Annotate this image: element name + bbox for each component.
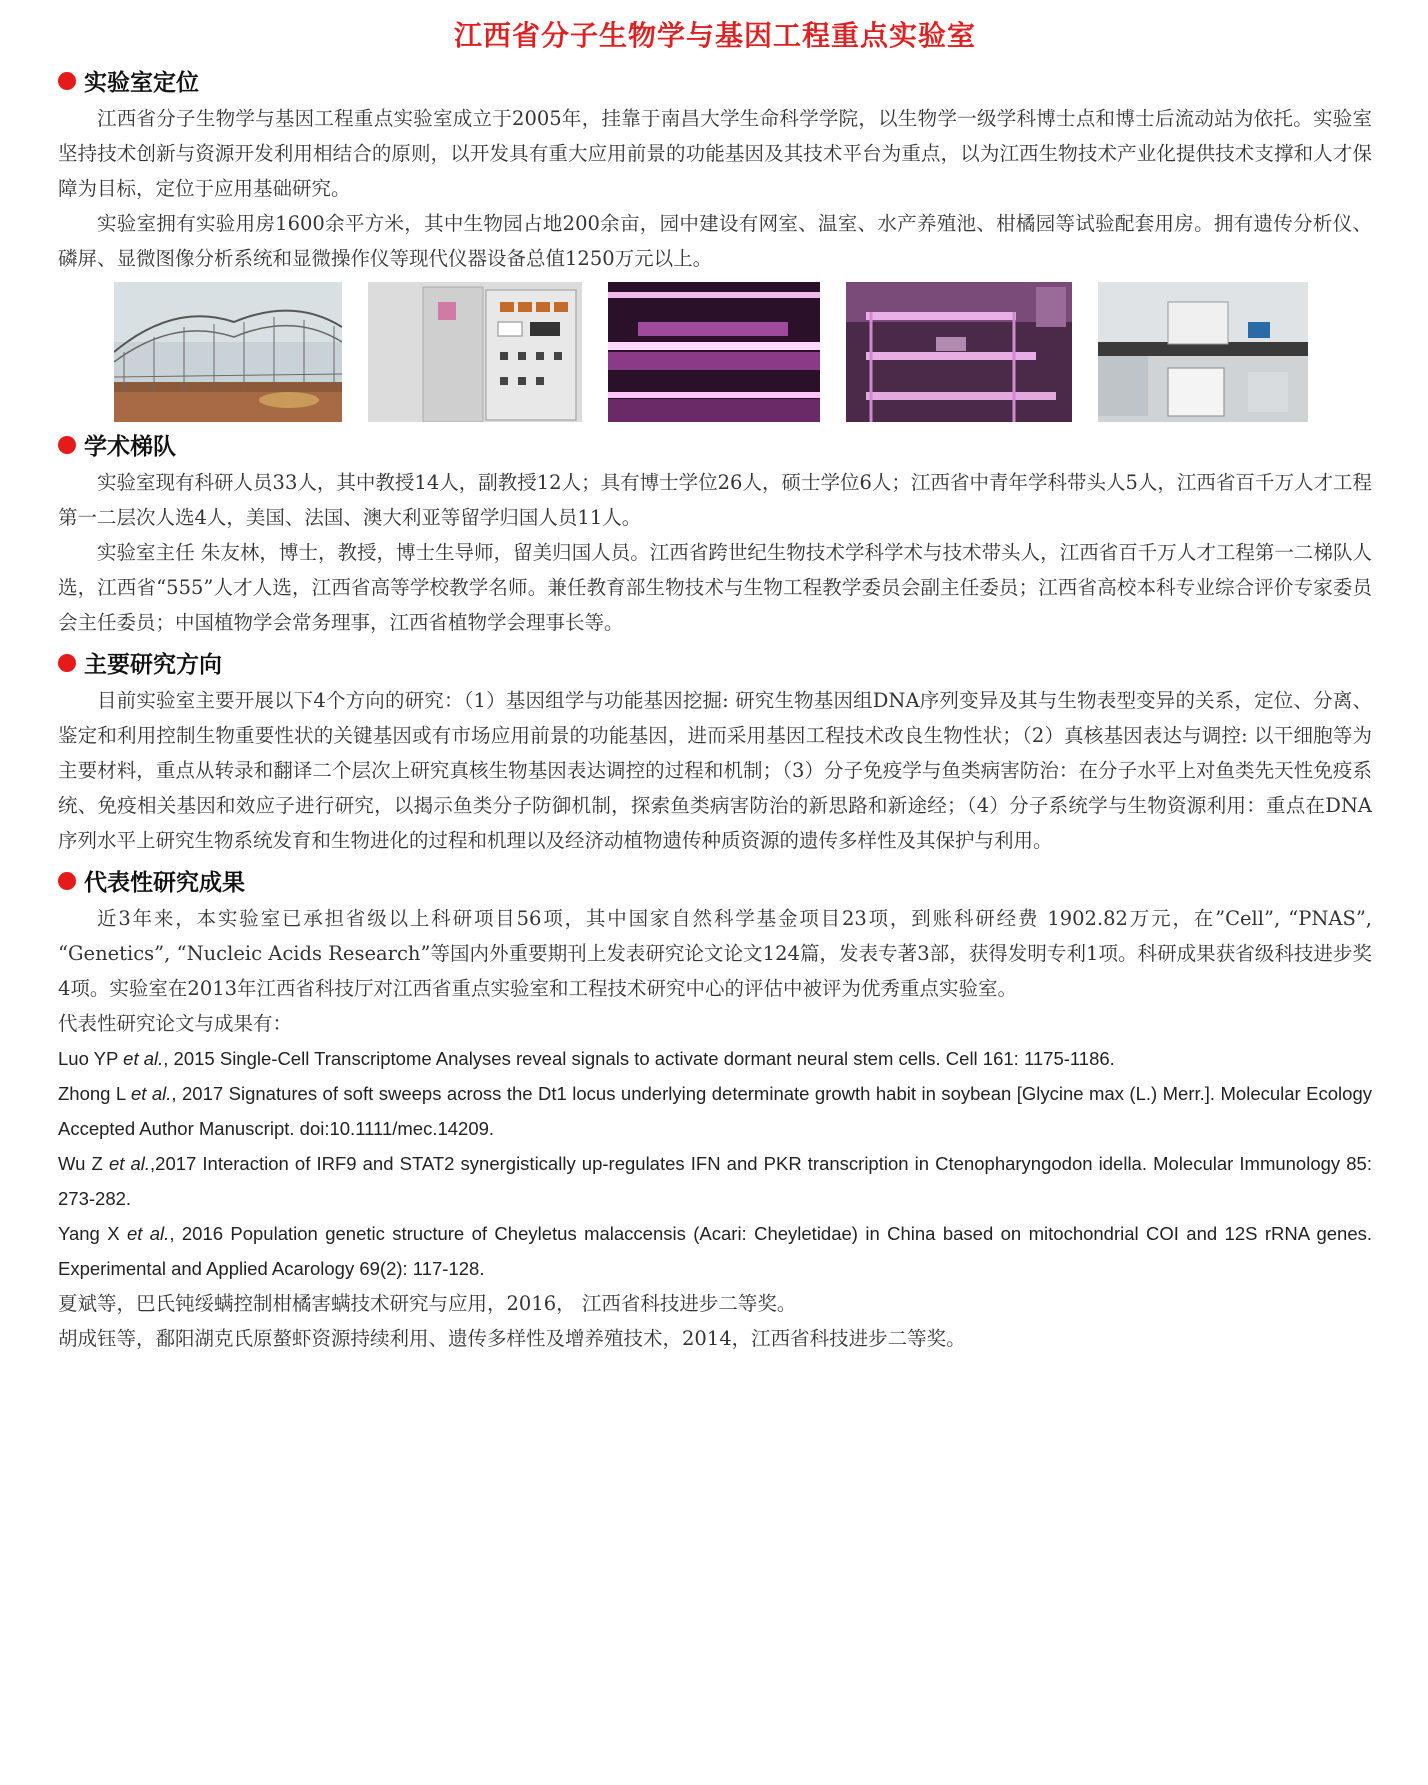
section-heading-research [58,646,1372,679]
paragraph: 近3年来，本实验室已承担省级以上科研项目56项，其中国家自然科学基金项目23项，到账科研经费 1902.82万元，在”Cell”, “PNAS”, “Genetics”, “Nucleic Acids Research”等国内外重要期刊上发表研究论文论文124篇，发表专著3部，获得发明专利1项。科研成果获省级科技进步奖4项。实验室在2013年江西省科技厅对江西省重点实验室和工程技术研究中心的评估中被评为优秀重点实验室。 [58,907,1372,1000]
reference-item: Zhong L et al., 2017 Signatures of soft sweeps across the Dt1 locus underlying determinate growth habit in soybean [Glycine max (L.) Merr.]. Molecular Ecology Accepted Author Manuscript. doi:10.1111/mec.14209. [58,1083,1372,1139]
culture-room-photo [608,282,820,422]
representative-intro: 代表性研究论文与成果有： [58,1012,293,1035]
award-item: 胡成钰等，鄱阳湖克氏原螯虾资源持续利用、遗传多样性及增养殖技术，2014，江西省科技进步二等奖。 [58,1327,966,1350]
bullet-icon [58,654,76,672]
growth-chamber-photo [368,282,582,422]
section-heading-achievements [58,864,1372,897]
paragraph: 目前实验室主要开展以下4个方向的研究：（1）基因组学与功能基因挖掘: 研究生物基因组DNA序列变异及其与生物表型变异的关系，定位、分离、鉴定和利用控制生物重要性状的关键基因或有市场应用前景的功能基因，进而采用基因工程技术改良生物性状；（2）真核基因表达与调控: 以干细胞等为主要材料，重点从转录和翻译二个层次上研究真核生物基因表达调控的过程和机制；（3）分子免疫学与鱼类病害防治：在分子水平上对鱼类先天性免疫系统、免疫相关基因和效应子进行研究，以揭示鱼类分子防御机制，探索鱼类病害防治的新思路和新途经；（4）分子系统学与生物资源利用：重点在DNA序列水平上研究生物系统发育和生物进化的过程和机理以及经济动植物遗传种质资源的遗传多样性及其保护与利用。 [58,689,1372,852]
reference-item: Wu Z et al.,2017 Interaction of IRF9 and STAT2 synergistically up-regulates IFN and PKR transcription in Ctenopharyngodon idella. Molecular Immunology 85: 273-282. [58,1153,1372,1209]
paragraph: 实验室拥有实验用房1600余平方米，其中生物园占地200余亩，园中建设有网室、温室、水产养殖池、柑橘园等试验配套用房。拥有遗传分析仪、磷屏、显微图像分析系统和显微操作仪等现代仪器设备总值1250万元以上。 [58,212,1372,270]
bullet-icon [58,872,76,890]
paragraph: 江西省分子生物学与基因工程重点实验室成立于2005年，挂靠于南昌大学生命科学学院，以生物学一级学科博士点和博士后流动站为依托。实验室坚持技术创新与资源开发利用相结合的原则，以开发具有重大应用前景的功能基因及其技术平台为重点，以为江西生物技术产业化提供技术支撑和人才保障为目标，定位于应用基础研究。 [58,107,1372,200]
paragraph: 实验室主任 朱友林，博士，教授，博士生导师，留美归国人员。江西省跨世纪生物技术学科学术与技术带头人，江西省百千万人才工程第一二梯队人选，江西省“555”人才人选，江西省高等学校教学名师。兼任教育部生物技术与生物工程教学委员会副主任委员；江西省高校本科专业综合评价专家委员会主任委员；中国植物学会常务理事，江西省植物学会理事长等。 [58,541,1372,634]
section-heading-positioning [58,64,1372,97]
greenhouse-photo [114,282,342,422]
award-item: 夏斌等，巴氏钝绥螨控制柑橘害螨技术研究与应用，2016， 江西省科技进步二等奖。 [58,1292,797,1315]
section-title: 实验室定位 [84,70,199,96]
reference-item: Luo YP et al., 2015 Single-Cell Transcriptome Analyses reveal signals to activate dormant neural stem cells. Cell 161: 1175-1186. [58,1048,1115,1069]
section-title: 代表性研究成果 [84,870,245,896]
section-title: 学术梯队 [84,434,176,460]
page-title: 江西省分子生物学与基因工程重点实验室 [453,19,976,52]
reference-item: Yang X et al., 2016 Population genetic structure of Cheyletus malaccensis (Acari: Cheyletidae) in China based on mitochondrial COI and 12S rRNA genes. Experimental and Applied Acarology 69(2): 117-128. [58,1223,1372,1279]
lab-equipment-photo [1098,282,1308,422]
paragraph: 实验室现有科研人员33人，其中教授14人，副教授12人；具有博士学位26人，硕士学位6人；江西省中青年学科带头人5人，江西省百千万人才工程第一二层次人选4人，美国、法国、澳大利亚等留学归国人员11人。 [58,471,1372,529]
section-heading-team [58,428,1372,461]
reference-list [58,1041,1372,1286]
bullet-icon [58,436,76,454]
photo-strip [114,282,1372,422]
plant-rack-photo [846,282,1072,422]
bullet-icon [58,72,76,90]
section-title: 主要研究方向 [84,652,222,678]
